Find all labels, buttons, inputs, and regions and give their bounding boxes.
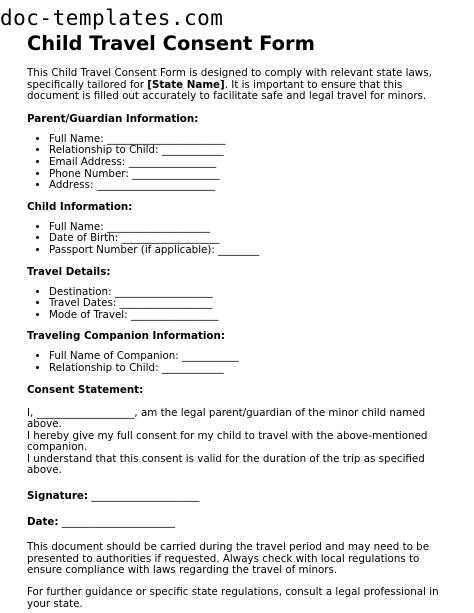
consent-section <box>27 384 457 478</box>
signature-label: Signature: <box>27 490 89 503</box>
child-section <box>27 201 457 257</box>
signature-line <box>27 491 457 503</box>
child-dob-field: • Date of Birth: ___________________ <box>49 233 457 245</box>
guidance-notice: For further guidance or specific state regulations, consult a legal professional in your state. <box>27 586 439 610</box>
destination-field: • Destination: ___________________ <box>49 287 457 299</box>
consent-heading: Consent Statement: <box>27 383 144 396</box>
companion-heading: Traveling Companion Information: <box>27 330 225 343</box>
child-passport-field: • Passport Number (if applicable): ________ <box>49 245 457 257</box>
parent-section <box>27 113 457 192</box>
child-heading: Child Information: <box>27 200 133 213</box>
companion-name-field: • Full Name of Companion: ___________ <box>49 351 457 363</box>
travel-dates-field: • Travel Dates: __________________ <box>49 298 457 310</box>
companion-section <box>27 330 457 374</box>
parent-phone-field: • Phone Number: _________________ <box>49 169 457 181</box>
consent-line-1: I, ___________________, am the legal parent/guardian of the minor child named above. <box>27 406 426 431</box>
page-title: Child Travel Consent Form <box>27 32 315 55</box>
travel-heading: Travel Details: <box>27 265 111 278</box>
date-line <box>27 517 457 529</box>
companion-relationship-field: • Relationship to Child: ____________ <box>49 363 457 375</box>
intro-text-end: . It is important to ensure that this document is filled out accurately to facilitate safe and legal travel for minors. <box>27 78 427 103</box>
consent-statement <box>27 408 457 478</box>
intro-paragraph <box>27 68 457 103</box>
travel-field-list <box>27 287 457 322</box>
travel-section <box>27 266 457 322</box>
date-blank: ______________________ <box>58 515 176 528</box>
intro-text-start: This Child Travel Consent Form is designed to comply with relevant state laws, specifically tailored for <box>27 67 432 91</box>
parent-email-field: • Email Address: _________________ <box>49 157 457 169</box>
parent-address-field: • Address: _______________________ <box>49 180 457 192</box>
parent-full-name-field: • Full Name: _______________________ <box>49 134 457 146</box>
child-full-name-field: • Full Name: ____________________ <box>49 222 457 234</box>
carry-notice: This document should be carried during the travel period and may need to be presented to authorities if requested. Always check with local regulations to ensure compliance with laws regarding the travel of minors. <box>27 541 430 577</box>
child-field-list <box>27 222 457 257</box>
parent-relationship-field: • Relationship to Child: ____________ <box>49 145 457 157</box>
document-body <box>27 68 457 610</box>
parent-heading: Parent/Guardian Information: <box>27 112 199 125</box>
consent-line-3: I understand that this consent is valid for the duration of the trip as specified above. <box>27 452 425 477</box>
consent-line-2: I hereby give my full consent for my child to travel with the above-mentioned companion. <box>27 429 428 454</box>
mode-of-travel-field: • Mode of Travel: _________________ <box>49 310 457 322</box>
companion-field-list <box>27 351 457 374</box>
state-name-placeholder: [State Name] <box>147 78 225 91</box>
date-label: Date: <box>27 515 59 528</box>
signature-blank: _____________________ <box>88 490 200 503</box>
site-watermark: doc-templates.com <box>0 6 224 30</box>
parent-field-list <box>27 134 457 192</box>
